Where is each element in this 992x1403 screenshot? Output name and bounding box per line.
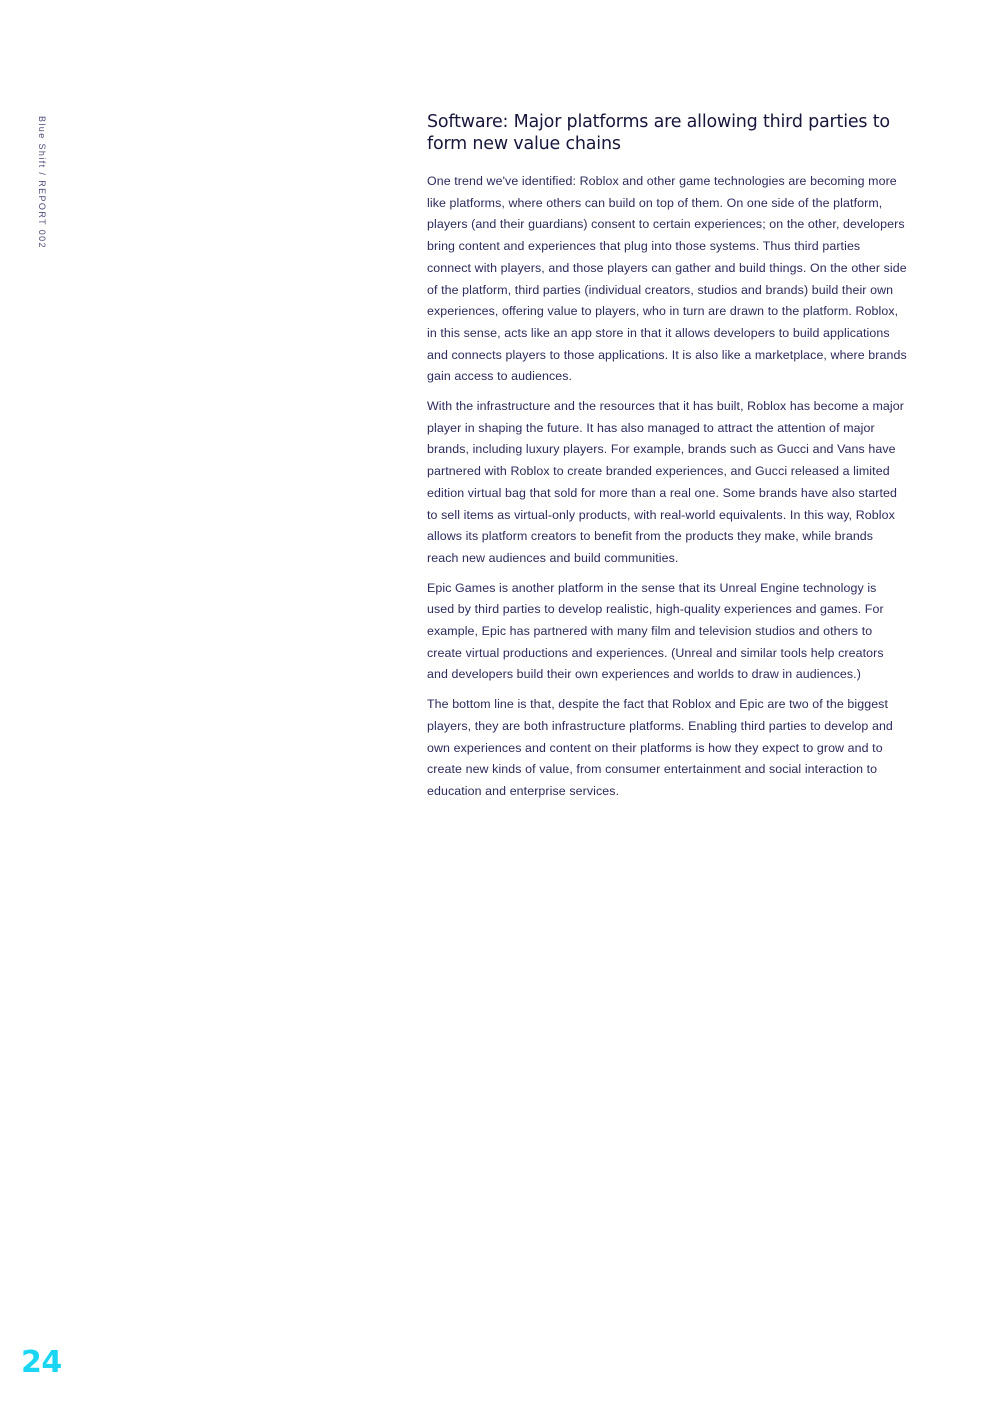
article-paragraph: Epic Games is another platform in the sense that its Unreal Engine technology is used by third parties to develop realistic, high-quality experiences and games. For example, Epic has partnered with many film and television studios and others to create virtual productions and experiences. (Unreal and similar tools help creators and developers build their own experiences and worlds to draw in audiences.) <box>427 580 884 682</box>
article-paragraph: The bottom line is that, despite the fact that Roblox and Epic are two of the biggest players, they are both infrastructure platforms. Enabling third parties to develop and own experiences and content on their platforms is how they expect to grow and to create new kinds of value, from consumer entertainment and social interaction to education and enterprise services. <box>427 697 893 798</box>
article-paragraph: With the infrastructure and the resources that it has built, Roblox has become a major player in shaping the future. It has also managed to attract the attention of major brands, including luxury players. For example, brands such as Gucci and Vans have partnered with Roblox to create branded experiences, and Gucci released a limited edition virtual bag that sold for more than a real one. Some brands have also started to sell items as virtual-only products, with real-world equivalents. In this way, Roblox allows its platform creators to benefit from the products they make, while brands reach new audiences and build communities. <box>427 399 904 565</box>
article-heading: Software: Major platforms are allowing third parties to form new value chains <box>427 112 890 154</box>
report-side-label: Blue Shift / REPORT 002 <box>37 116 47 249</box>
page-number: 24 <box>21 1345 62 1380</box>
article-paragraph: One trend we've identified: Roblox and other game technologies are becoming more like platforms, where others can build on top of them. On one side of the platform, players (and their guardians) consent to certain experiences; on the other, developers bring content and experiences that plug into those systems. Thus third parties connect with players, and those players can gather and build things. On the other side of the platform, third parties (individual creators, studios and brands) build their own experiences, offering value to players, who in turn are drawn to the platform. Roblox, in this sense, acts like an app store in that it allows developers to build applications and connects players to those applications. It is also like a marketplace, where brands gain access to audiences. <box>427 174 907 384</box>
article <box>427 111 907 811</box>
